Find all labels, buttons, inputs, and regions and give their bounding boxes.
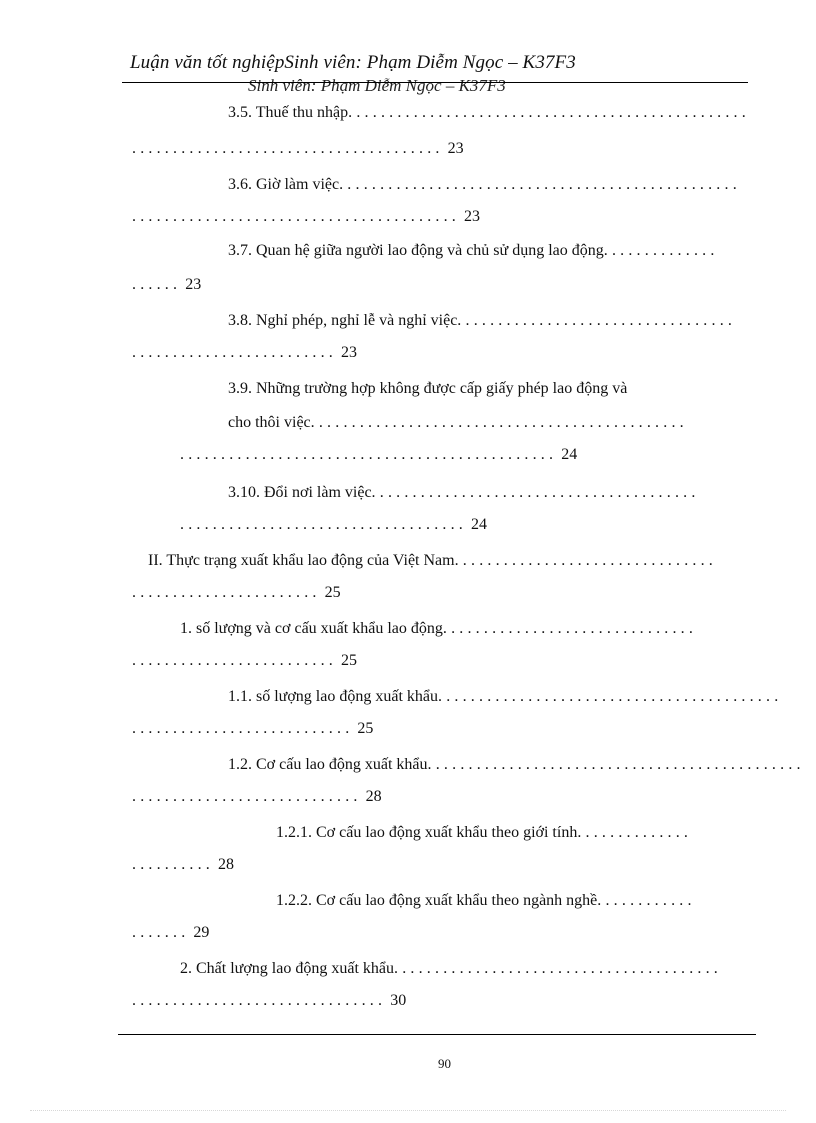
toc-entry-title: 3.6. Giờ làm việc [228,176,340,193]
toc-entry-title: 1. số lượng và cơ cấu xuất khẩu lao động [180,620,443,637]
header-divider [122,82,748,83]
toc-entry-title: 3.8. Nghỉ phép, nghỉ lễ và nghỉ việc [228,312,458,329]
toc-entry-1-2-2[interactable]: 1.2.2. Cơ cấu lao động xuất khẩu theo ngành nghề............ [276,892,696,909]
toc-entry-3-10[interactable]: 3.10. Đổi nơi làm việc........................................ [228,484,700,501]
toc-page-number: 30 [386,992,407,1009]
toc-entry-title: 1.2.1. Cơ cấu lao động xuất khẩu theo giới tính [276,824,578,841]
toc-entry-1-2[interactable]: 1.2. Cơ cấu lao động xuất khẩu.............................................. [228,756,805,773]
toc-entry-3-7-cont: ...... 23 [132,276,202,293]
toc-entry-3-8[interactable]: 3.8. Nghỉ phép, nghỉ lễ và nghỉ việc.................................. [228,312,737,329]
page-number: 90 [438,1056,451,1071]
header-title: Luận văn tốt nghiệpSinh viên: Phạm Diễm Ngọc – K37F3 [130,52,576,73]
toc-entry-1-2-1[interactable]: 1.2.1. Cơ cấu lao động xuất khẩu theo giới tính.............. [276,824,693,841]
toc-entry-II-cont: ....................... 25 [132,584,341,601]
toc-page-number: 25 [337,652,357,669]
toc-entry-title: 1.2.2. Cơ cấu lao động xuất khẩu theo ngành nghề [276,892,598,909]
toc-entry-2-cont: ............................... 30 [132,992,407,1009]
header-title-duplicate: Sinh viên: Phạm Diễm Ngọc – K37F3 [248,76,506,95]
toc-entry-3-9[interactable] [228,380,763,402]
toc-entry-3-6-cont: ........................................ 23 [132,208,480,225]
toc-entry-title: 1.2. Cơ cấu lao động xuất khẩu [228,756,428,773]
toc-page-number: 25 [320,584,341,601]
page-bottom-border [30,1110,786,1111]
toc-entry-title: 2. Chất lượng lao động xuất khẩu [180,960,394,977]
toc-entry-3-6[interactable]: 3.6. Giờ làm việc................................................. [228,176,741,193]
toc-entry-title-cont: cho thôi việc [228,414,311,431]
toc-page-number: 24 [557,446,578,463]
toc-entry-3-7[interactable]: 3.7. Quan hệ giữa người lao động và chủ sử dụng lao động.............. [228,242,719,259]
toc-page-number: 23 [460,208,480,225]
toc-entry-title: II. Thực trạng xuất khẩu lao động của Việt Nam [148,552,455,569]
toc-entry-3-5-cont: ...................................... 23 [132,140,464,157]
toc-entry-1-2-cont: ............................ 28 [132,788,382,805]
toc-entry-title: 3.7. Quan hệ giữa người lao động và chủ sử dụng lao động [228,242,604,259]
toc-page-number: 23 [337,344,357,361]
toc-entry-1-1-cont: ........................... 25 [132,720,374,737]
toc-entry-2[interactable]: 2. Chất lượng lao động xuất khẩu........................................ [180,960,722,977]
toc-entry-3-9-cont: .............................................. 24 [180,446,578,463]
page-header [130,52,770,96]
toc-entry-1-cont: ......................... 25 [132,652,357,669]
toc-entry-II[interactable]: II. Thực trạng xuất khẩu lao động của Việt Nam................................ [148,552,717,569]
toc-entry-3-5[interactable]: 3.5. Thuế thu nhập................................................. [228,104,750,121]
toc-entry-1-2-2-cont: ....... 29 [132,924,210,941]
toc-page-number: 23 [443,140,464,157]
toc-page-number: 28 [214,856,234,873]
toc-entry-1-1[interactable]: 1.1. số lượng lao động xuất khẩu.......................................... [228,688,783,705]
toc-page-number: 25 [353,720,374,737]
toc-page-number: 24 [467,516,487,533]
toc-entry-title: 3.5. Thuế thu nhập [228,104,349,121]
toc-entry-title: 3.9. Những trường hợp không được cấp giấy phép lao động và [228,380,628,397]
toc-page-number: 29 [189,924,210,941]
toc-entry-title: 1.1. số lượng lao động xuất khẩu [228,688,438,705]
toc-entry-3-9-line2: cho thôi việc.............................................. [228,414,688,431]
toc-page-number: 28 [361,788,382,805]
toc-page-number: 23 [181,276,202,293]
toc-entry-1[interactable]: 1. số lượng và cơ cấu xuất khẩu lao động............................... [180,620,698,637]
toc-entry-title: 3.10. Đổi nơi làm việc [228,484,372,501]
toc-entry-1-2-1-cont: .......... 28 [132,856,234,873]
footer-divider [118,1034,756,1035]
toc-entry-3-10-cont: ................................... 24 [180,516,487,533]
toc-entry-3-8-cont: ......................... 23 [132,344,357,361]
